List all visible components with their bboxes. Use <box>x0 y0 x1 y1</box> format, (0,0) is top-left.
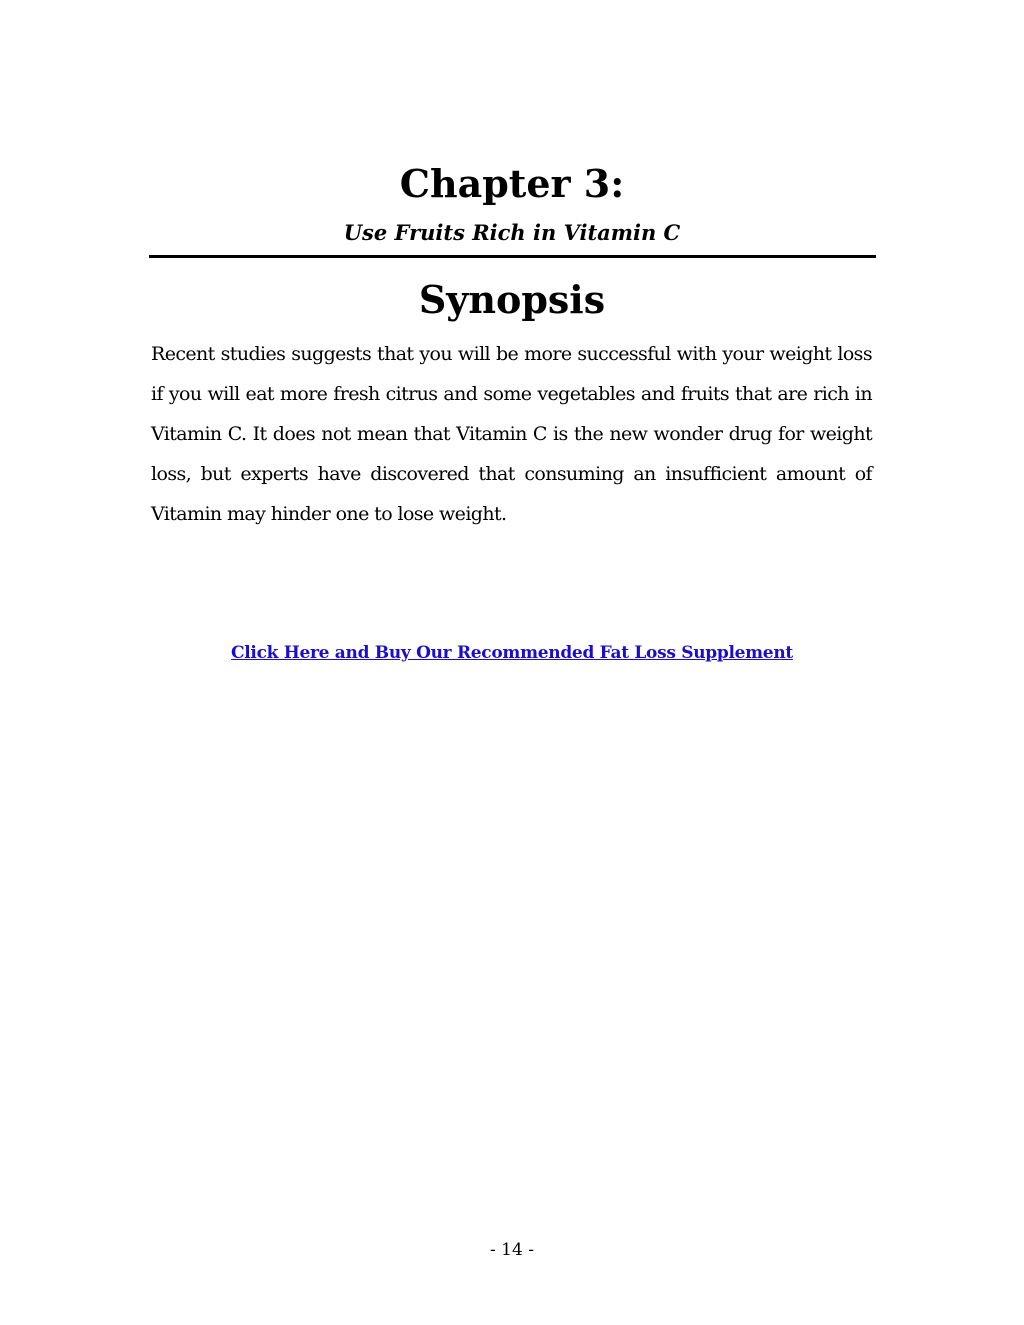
cta-container <box>0 640 1024 666</box>
horizontal-divider <box>149 255 876 258</box>
section-title: Synopsis <box>418 277 606 322</box>
chapter-subtitle: Use Fruits Rich in Vitamin C <box>343 220 681 245</box>
page-number: - 14 - <box>490 1240 534 1260</box>
buy-supplement-link[interactable]: Click Here and Buy Our Recommended Fat Loss Supplement <box>231 643 793 663</box>
body-paragraph: Recent studies suggests that you will be more successful with your weight loss if you will eat more fresh citrus and some vegetables and fruits that are rich in Vitamin C. It does not mean that Vitamin C is the new wonder drug for weight loss, but experts have discovered that consuming an insufficient amount of Vitamin may hinder one to lose weight. <box>151 343 872 525</box>
chapter-title: Chapter 3: <box>399 161 625 206</box>
